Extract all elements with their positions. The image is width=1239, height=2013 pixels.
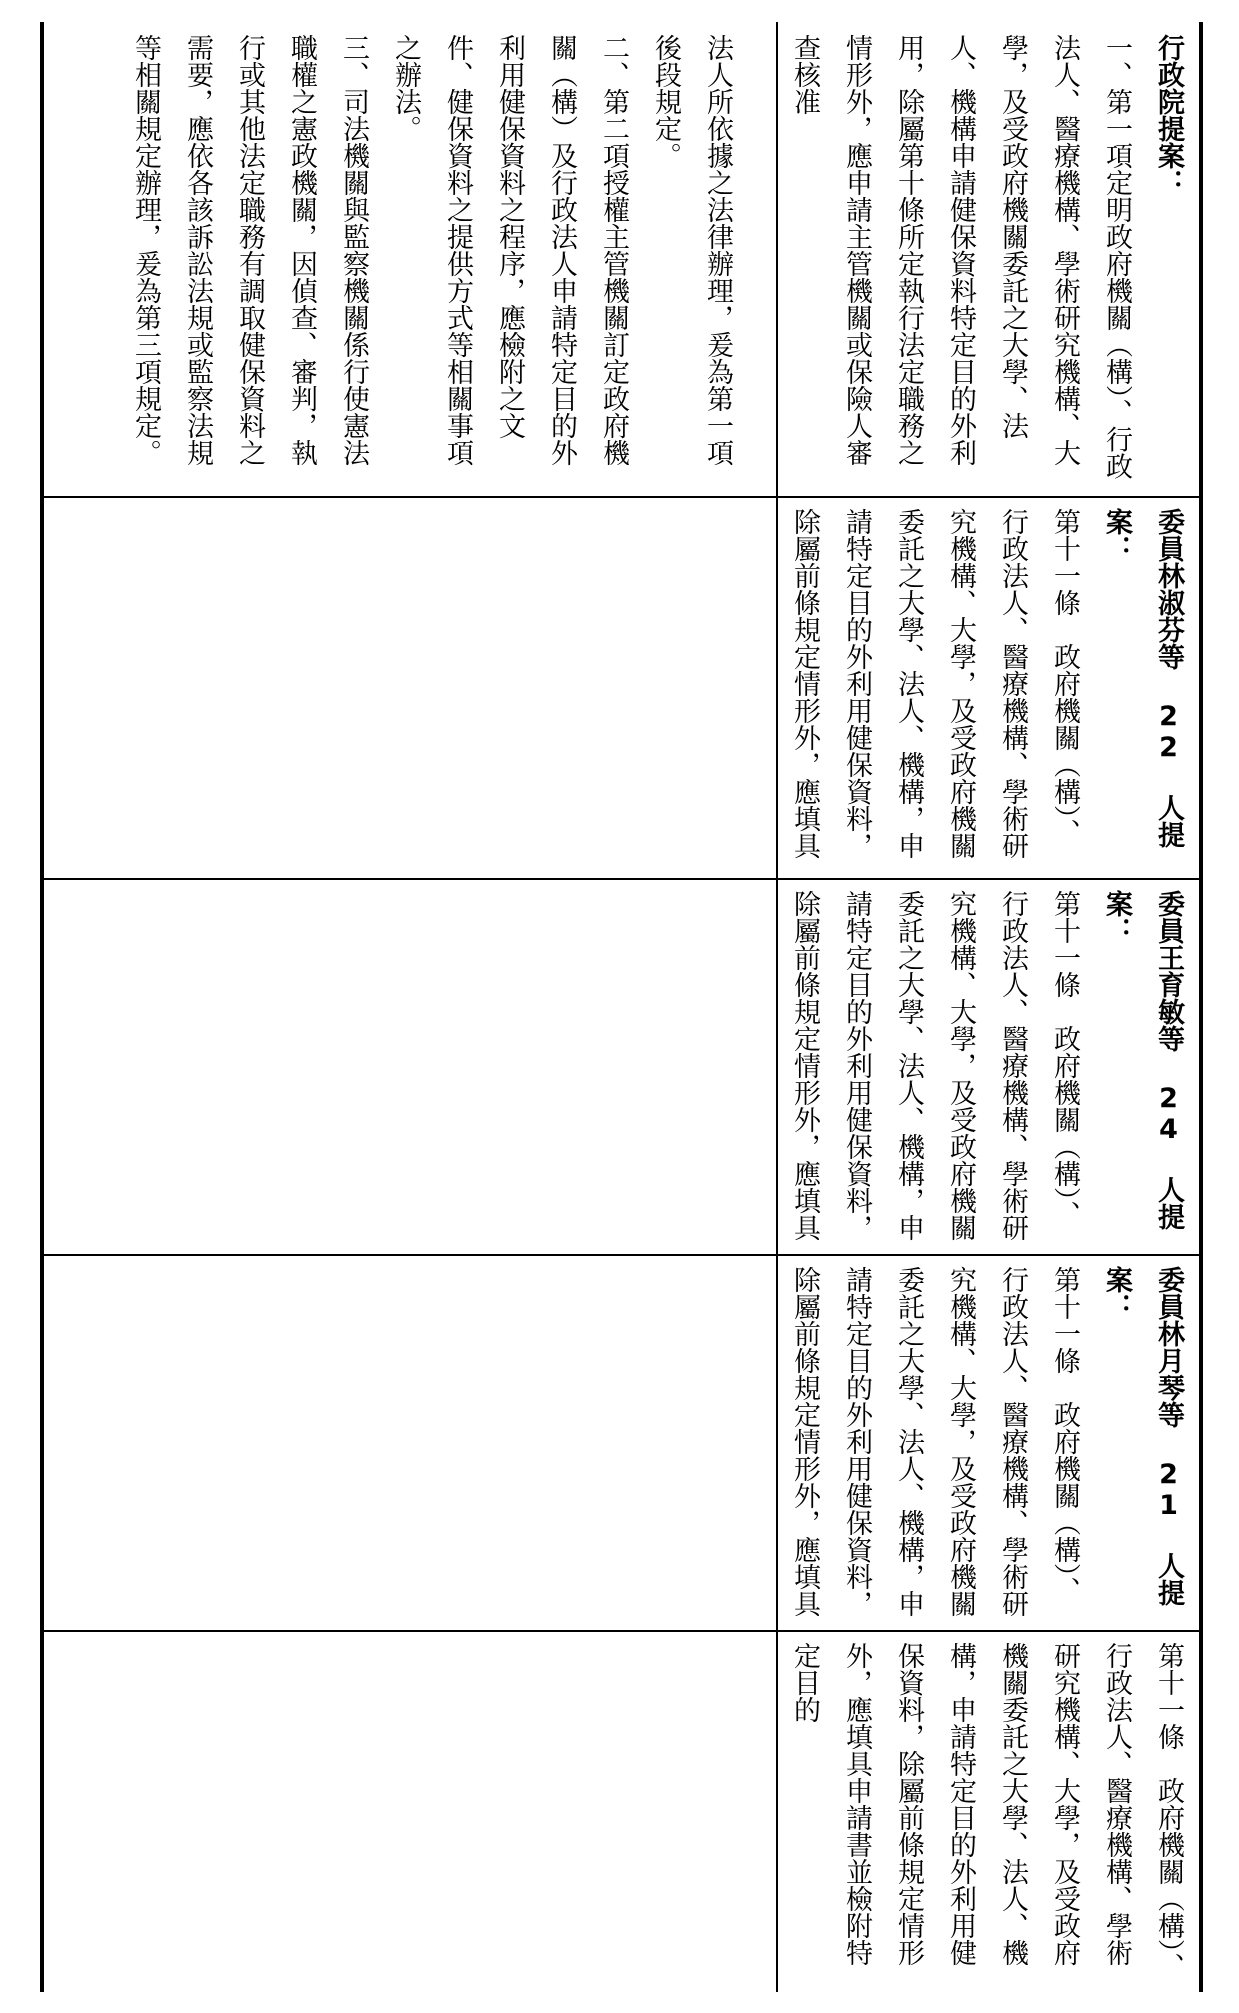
proposal-heading: 委員林淑芬等 22 人提案： (1101, 508, 1184, 848)
proposal-cell-lin-shu-fen (784, 508, 1194, 872)
explanation-paragraph: 三、司法機關與監察機關係行使憲法職權之憲政機關，因偵查、審判，執行或其他法定職務有調取健保資料之需要，應依各該訴訟法規或監察法規等相關規定辦理，爰為第三項規定。 (130, 34, 369, 466)
proposal-paragraph: 第十一條 政府機關（構）、行政法人、醫療機構、學術研究機構、大學，及受政府機關委託之大學、法人、機構，申請特定目的外利用健保資料，除屬前條規定情形外，應填具 (789, 508, 1080, 859)
row-divider-4 (40, 1630, 1201, 1632)
proposal-heading: 委員王育敏等 24 人提案： (1101, 890, 1184, 1230)
article-paragraph: 第十一條 政府機關（構）、行政法人、醫療機構、學術研究機構、大學，及受政府機關委託之大學、法人、機構，申請特定目的外利用健保資料，除屬前條規定情形外，應填具申請書並檢附特定目的 (789, 1642, 1184, 1980)
article-cell-current (784, 1642, 1194, 1986)
row-divider-3 (40, 1254, 1201, 1256)
proposal-paragraph: 第十一條 政府機關（構）、行政法人、醫療機構、學術研究機構、大學，及受政府機關委託之大學、法人、機構，申請特定目的外利用健保資料，除屬前條規定情形外，應填具 (789, 890, 1080, 1241)
proposal-heading: 委員林月琴等 21 人提案： (1101, 1266, 1184, 1606)
explanation-paragraph: 二、第二項授權主管機關訂定政府機關（構）及行政法人申請特定目的外利用健保資料之程序，應檢附之文件、健保資料之提供方式等相關事項之辦法。 (390, 34, 629, 466)
column-divider (776, 22, 778, 1992)
explanation-cell-1 (52, 34, 770, 490)
proposal-paragraph: 一、第一項定明政府機關（構）、行政法人、醫療機構、學術研究機構、大學，及受政府機關委託之大學、法人、機構申請健保資料特定目的外利用，除屬第十條所定執行法定職務之情形外，應申請主管機關或保險人審查核准 (789, 34, 1132, 480)
table-border-left (40, 22, 44, 1992)
row-divider-1 (40, 496, 1201, 498)
proposal-cell-lin-yue-chin (784, 1266, 1194, 1624)
proposal-cell-executive-yuan (784, 34, 1194, 490)
explanation-paragraph: 法人所依據之法律辦理，爰為第一項後段規定。 (650, 34, 733, 466)
proposal-cell-wang-yu-min (784, 890, 1194, 1248)
table-border-right (1199, 22, 1203, 1992)
row-divider-2 (40, 878, 1201, 880)
proposal-heading: 行政院提案： (1153, 34, 1184, 196)
proposal-paragraph: 第十一條 政府機關（構）、行政法人、醫療機構、學術研究機構、大學，及受政府機關委託之大學、法人、機構，申請特定目的外利用健保資料，除屬前條規定情形外，應填具 (789, 1266, 1080, 1617)
